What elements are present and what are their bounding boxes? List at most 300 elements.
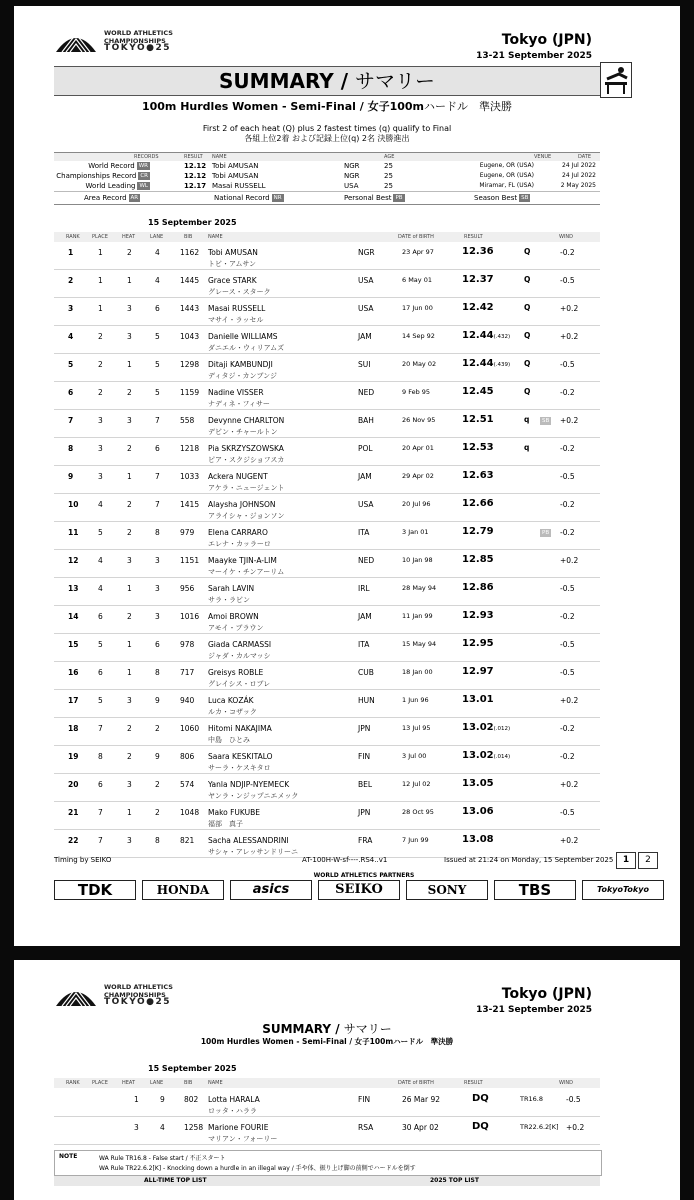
bib-cell: 1043 <box>180 332 200 341</box>
heat-cell: 2 <box>127 612 132 621</box>
athlete-kana: トビ・アムサン <box>208 260 257 268</box>
athlete-kana: ロッタ・ハララ <box>208 1107 257 1115</box>
dob-cell: 18 Jan 00 <box>402 668 433 676</box>
athlete-kana: ディタジ・カンブンジ <box>208 372 277 380</box>
result-cell: 12.93 <box>462 610 494 621</box>
table-row <box>54 270 600 298</box>
note-hurdle: WA Rule TR22.6.2[K] - Knocking down a hurdle in an illegal way / 手や体、振り上げ脚の前側でハードルを倒す <box>99 1165 416 1172</box>
heat-cell: 2 <box>127 388 132 397</box>
qualification-mark: q <box>524 415 530 424</box>
result-cell: 13.01 <box>462 694 494 705</box>
dob-cell: 6 May 01 <box>402 276 432 284</box>
result-cell: 12.45 <box>462 386 494 397</box>
partner-logo-asics: asics <box>230 880 312 900</box>
bib-cell: 1060 <box>180 724 200 733</box>
rank-cell: 10 <box>68 500 79 509</box>
nation-cell: JAM <box>358 472 372 481</box>
heat-cell: 2 <box>127 528 132 537</box>
qualification-mark: Q <box>524 359 531 368</box>
rank-cell: 14 <box>68 612 79 621</box>
record-age: 25 <box>384 182 393 190</box>
lane-cell: 3 <box>155 612 160 621</box>
bib-cell: 1033 <box>180 472 200 481</box>
athlete-name: Maayke TJIN-A-LIM <box>208 556 277 565</box>
wind-cell: +0.2 <box>560 556 579 565</box>
nation-cell: FRA <box>358 836 373 845</box>
page-1-button[interactable]: 1 <box>616 852 636 869</box>
bib-cell: 821 <box>180 836 195 845</box>
nation-cell: ITA <box>358 640 370 649</box>
record-date: 24 Jul 2022 <box>562 172 596 179</box>
issued-timestamp: Issued at 21:24 on Monday, 15 September 2025 <box>444 856 614 864</box>
dob-cell: 20 Jul 96 <box>402 500 431 508</box>
bib-cell: 574 <box>180 780 195 789</box>
wind-cell: -0.5 <box>560 668 575 677</box>
nation-cell: JAM <box>358 612 372 621</box>
bib-cell: 940 <box>180 696 195 705</box>
qualification-rule-jp: 各組上位2着 および記録上位(q) 2名 決勝進出 <box>244 134 410 143</box>
athlete-kana: ジャダ・カルマッシ <box>208 652 271 660</box>
athlete-name: Pia SKRZYSZOWSKA <box>208 444 284 453</box>
page-title-en: SUMMARY / <box>219 69 355 93</box>
record-legend-item: Personal Best PB <box>344 194 403 202</box>
lane-cell: 8 <box>155 836 160 845</box>
wind-cell: -0.5 <box>560 584 575 593</box>
venue-block <box>476 986 592 1015</box>
venue-dates: 13-21 September 2025 <box>476 51 592 61</box>
dob-cell: 3 Jan 01 <box>402 528 429 536</box>
wind-cell: -0.2 <box>560 612 575 621</box>
nation-cell: FIN <box>358 1095 371 1104</box>
table-row <box>54 354 600 382</box>
dob-cell: 29 Apr 02 <box>402 472 434 480</box>
wind-cell: -0.5 <box>560 276 575 285</box>
bib-cell: 1218 <box>180 444 200 453</box>
athlete-kana: マリアン・フォーリー <box>208 1135 278 1143</box>
records-table <box>54 152 600 205</box>
record-age: 25 <box>384 172 393 180</box>
athlete-name: Luca KOZÁK <box>208 696 254 705</box>
athlete-kana: ルカ・コザック <box>208 708 257 716</box>
bib-cell: 558 <box>180 416 195 425</box>
lane-cell: 4 <box>160 1123 165 1132</box>
table-row <box>54 746 600 774</box>
rank-cell: 18 <box>68 724 79 733</box>
athlete-kana: 福部 真子 <box>208 820 243 828</box>
athlete-name: Grace STARK <box>208 276 257 285</box>
nation-cell: SUI <box>358 360 371 369</box>
dob-cell: 1 Jun 96 <box>402 696 429 704</box>
athlete-kana: ピア・スクジショフスカ <box>208 456 285 464</box>
place-cell: 4 <box>98 556 103 565</box>
wind-cell: -0.5 <box>560 808 575 817</box>
qualification-mark: Q <box>524 387 531 396</box>
record-legend-badge: AR <box>130 195 139 201</box>
rank-cell: 19 <box>68 752 79 761</box>
lane-cell: 8 <box>155 668 160 677</box>
bib-cell: 1162 <box>180 248 200 257</box>
wind-cell: +0.2 <box>560 780 579 789</box>
heat-cell: 1 <box>127 276 132 285</box>
table-row <box>54 550 600 578</box>
record-row <box>54 171 600 181</box>
rank-cell: 13 <box>68 584 79 593</box>
lane-cell: 2 <box>155 808 160 817</box>
page-2-button[interactable]: 2 <box>638 852 658 869</box>
place-cell: 7 <box>98 724 103 733</box>
result-cell: 12.63 <box>462 470 494 481</box>
heat-cell: 3 <box>127 416 132 425</box>
bib-cell: 978 <box>180 640 195 649</box>
place-cell: 1 <box>98 248 103 257</box>
athlete-kana: サラ・ラビン <box>208 596 250 604</box>
result-cell: 12.79 <box>462 526 494 537</box>
nation-cell: FIN <box>358 752 371 761</box>
record-venue: Eugene, OR (USA) <box>479 162 534 169</box>
wind-cell: +0.2 <box>560 304 579 313</box>
bib-cell: 1048 <box>180 808 200 817</box>
table-row <box>54 242 600 270</box>
dob-cell: 15 May 94 <box>402 640 437 648</box>
rank-cell: 22 <box>68 836 79 845</box>
dob-cell: 30 Apr 02 <box>402 1123 439 1132</box>
records-legend <box>54 191 600 204</box>
lane-cell: 6 <box>155 640 160 649</box>
page-2-results-header: RANK PLACE HEAT LANE BIB NAME DATE of BIRTH RESULT WIND <box>54 1078 600 1088</box>
nation-cell: BAH <box>358 416 374 425</box>
record-holder: Tobi AMUSAN <box>212 162 259 170</box>
nation-cell: POL <box>358 444 373 453</box>
dob-cell: 7 Jun 99 <box>402 836 429 844</box>
place-cell: 3 <box>98 416 103 425</box>
dob-cell: 10 Jan 98 <box>402 556 433 564</box>
athlete-name: Masai RUSSELL <box>208 304 266 313</box>
table-row <box>54 1089 600 1117</box>
heat-cell: 3 <box>127 836 132 845</box>
logo-wordmark: WORLD ATHLETICS CHAMPIONSHIPS TOKYO●25 <box>104 29 173 53</box>
qualification-mark: Q <box>524 303 531 312</box>
record-nation: NGR <box>344 172 360 180</box>
note-false-start: WA Rule TR16.8 - False start / 不正スタート <box>99 1155 226 1162</box>
result-cell: 12.44(.432) <box>462 330 511 341</box>
heat-cell: 1 <box>127 584 132 593</box>
bib-cell: 806 <box>180 752 195 761</box>
athlete-name: Ditaji KAMBUNDJI <box>208 360 273 369</box>
rule-cell: TR22.6.2[K] <box>520 1123 559 1131</box>
nation-cell: USA <box>358 500 374 509</box>
nation-cell: NED <box>358 556 375 565</box>
dob-cell: 26 Nov 95 <box>402 416 436 424</box>
record-result: 12.12 <box>184 162 207 170</box>
rank-cell: 16 <box>68 668 79 677</box>
athlete-name: Lotta HARALA <box>208 1095 260 1104</box>
record-row <box>54 181 600 191</box>
bib-cell: 717 <box>180 668 195 677</box>
wind-cell: +0.2 <box>560 696 579 705</box>
record-legend-badge: PB <box>395 195 403 201</box>
athlete-kana: マーイケ・チンアーリム <box>208 568 285 576</box>
rank-cell: 3 <box>68 304 74 313</box>
table-row <box>54 634 600 662</box>
rank-cell: 12 <box>68 556 79 565</box>
dob-cell: 12 Jul 02 <box>402 780 431 788</box>
result-cell: 12.36 <box>462 246 494 257</box>
record-legend-badge: NR <box>273 195 282 201</box>
athlete-name: Nadine VISSER <box>208 388 264 397</box>
table-row <box>54 606 600 634</box>
record-legend-item: National Record NR <box>214 194 282 202</box>
table-row <box>54 466 600 494</box>
rank-cell: 7 <box>68 416 74 425</box>
lane-cell: 3 <box>155 584 160 593</box>
rank-cell: 6 <box>68 388 74 397</box>
performance-badge: SB <box>542 418 550 424</box>
lane-cell: 5 <box>155 388 160 397</box>
athlete-kana: グレース・スターク <box>208 288 271 296</box>
heat-cell: 3 <box>127 696 132 705</box>
record-venue: Miramar, FL (USA) <box>479 182 534 189</box>
dob-cell: 28 Oct 95 <box>402 808 434 816</box>
championships-logo-icon <box>54 26 98 56</box>
rank-cell: 11 <box>68 528 79 537</box>
bib-cell: 956 <box>180 584 195 593</box>
athlete-kana: グレイシス・ロブレ <box>208 680 271 688</box>
dob-cell: 17 Jun 00 <box>402 304 433 312</box>
bib-cell: 1151 <box>180 556 200 565</box>
rank-cell: 4 <box>68 332 74 341</box>
athlete-kana: デビン・チャールトン <box>208 428 278 436</box>
partner-logo-seiko: SEIKO <box>318 880 400 900</box>
wind-cell: -0.5 <box>566 1095 581 1104</box>
record-venue: Eugene, OR (USA) <box>479 172 534 179</box>
athlete-kana: サーラ・ケスキタロ <box>208 764 271 772</box>
record-result: 12.12 <box>184 172 207 180</box>
nation-cell: BEL <box>358 780 373 789</box>
dob-cell: 3 Jul 00 <box>402 752 427 760</box>
place-cell: 3 <box>98 444 103 453</box>
heat-cell: 2 <box>127 752 132 761</box>
venue-city: Tokyo (JPN) <box>501 986 592 1002</box>
bib-cell: 1415 <box>180 500 200 509</box>
table-row <box>54 382 600 410</box>
session-date: 15 September 2025 <box>148 218 237 227</box>
logo-wordmark: WORLD ATHLETICS CHAMPIONSHIPS TOKYO●25 <box>104 983 173 1007</box>
page-2-session-date: 15 September 2025 <box>148 1064 237 1073</box>
athlete-name: Ackera NUGENT <box>208 472 268 481</box>
result-cell: 12.51 <box>462 414 494 425</box>
nation-cell: CUB <box>358 668 374 677</box>
athlete-kana: アモイ・ブラウン <box>208 624 264 632</box>
rank-cell: 8 <box>68 444 74 453</box>
bib-cell: 1016 <box>180 612 200 621</box>
athlete-kana: ナディネ・フィサー <box>208 400 270 408</box>
table-row <box>54 494 600 522</box>
athlete-kana: ヤンラ・ンジップニエメック <box>208 792 299 800</box>
heat-cell: 3 <box>127 780 132 789</box>
record-legend-item: Season Best SB <box>474 194 529 202</box>
athlete-name: Devynne CHARLTON <box>208 416 285 425</box>
result-cell: 12.37 <box>462 274 494 285</box>
result-tiebreak: (.014) <box>493 754 511 760</box>
place-cell: 6 <box>98 668 103 677</box>
wind-cell: -0.5 <box>560 472 575 481</box>
heat-cell: 3 <box>127 304 132 313</box>
dob-cell: 28 May 94 <box>402 584 437 592</box>
nation-cell: JPN <box>358 808 371 817</box>
record-date: 2 May 2025 <box>560 182 596 189</box>
place-cell: 7 <box>98 836 103 845</box>
lane-cell: 4 <box>155 276 160 285</box>
wind-cell: -0.2 <box>560 248 575 257</box>
qualification-rule-en: First 2 of each heat (Q) plus 2 fastest times (q) qualify to Final <box>202 124 452 133</box>
rank-cell: 2 <box>68 276 74 285</box>
result-cell: 13.08 <box>462 834 494 845</box>
result-cell: 12.85 <box>462 554 494 565</box>
hurdle-event-icon <box>600 62 632 98</box>
lane-cell: 2 <box>155 780 160 789</box>
dob-cell: 20 May 02 <box>402 360 437 368</box>
bib-cell: 979 <box>180 528 195 537</box>
dob-cell: 20 Apr 01 <box>402 444 434 452</box>
partner-logo-sony: SONY <box>406 880 488 900</box>
wind-cell: +0.2 <box>560 416 579 425</box>
athlete-name: Danielle WILLIAMS <box>208 332 278 341</box>
lane-cell: 6 <box>155 444 160 453</box>
athlete-kana: サシャ・アレッサンドリーニ <box>208 848 299 856</box>
record-holder: Masai RUSSELL <box>212 182 266 190</box>
table-row <box>54 438 600 466</box>
heat-cell: 1 <box>134 1095 139 1104</box>
nation-cell: NGR <box>358 248 375 257</box>
athlete-name: Greisys ROBLE <box>208 668 264 677</box>
timing-credit: Timing by SEIKO <box>54 856 112 864</box>
nation-cell: USA <box>358 304 374 313</box>
lane-cell: 6 <box>155 304 160 313</box>
heat-cell: 3 <box>134 1123 139 1132</box>
result-cell: 12.42 <box>462 302 494 313</box>
record-nation: USA <box>344 182 359 190</box>
place-cell: 4 <box>98 584 103 593</box>
heat-cell: 3 <box>127 332 132 341</box>
qualification-mark: q <box>524 443 530 452</box>
athlete-name: Elena CARRARO <box>208 528 268 537</box>
heat-cell: 1 <box>127 640 132 649</box>
partner-logo-tokyotokyo: TokyoTokyo <box>582 880 664 900</box>
heat-cell: 2 <box>127 444 132 453</box>
athlete-kana: 中島 ひとみ <box>208 736 250 744</box>
athlete-kana: アケラ・ニュージェント <box>208 484 285 492</box>
place-cell: 7 <box>98 808 103 817</box>
championships-logo <box>54 26 214 66</box>
dob-cell: 9 Feb 95 <box>402 388 431 396</box>
partners-strip <box>54 880 662 902</box>
table-row <box>54 662 600 690</box>
athlete-name: Mako FUKUBE <box>208 808 261 817</box>
bib-cell: 1443 <box>180 304 200 313</box>
nation-cell: NED <box>358 388 375 397</box>
place-cell: 2 <box>98 360 103 369</box>
record-nation: NGR <box>344 162 360 170</box>
page-2-results-table <box>54 1089 600 1145</box>
partner-logo-tdk: TDK <box>54 880 136 900</box>
wind-cell: +0.2 <box>560 332 579 341</box>
wind-cell: -0.2 <box>560 724 575 733</box>
venue-city: Tokyo (JPN) <box>501 32 592 48</box>
lane-cell: 7 <box>155 500 160 509</box>
partners-label: WORLD ATHLETICS PARTNERS <box>313 872 415 879</box>
dob-cell: 11 Jan 99 <box>402 612 433 620</box>
wind-cell: -0.2 <box>560 500 575 509</box>
rule-cell: TR16.8 <box>520 1095 543 1103</box>
wind-cell: -0.2 <box>560 752 575 761</box>
lane-cell: 7 <box>155 416 160 425</box>
record-holder: Tobi AMUSAN <box>212 172 259 180</box>
partner-logo-tbs: TBS <box>494 880 576 900</box>
table-row <box>54 326 600 354</box>
bib-cell: 802 <box>184 1095 199 1104</box>
table-row <box>54 802 600 830</box>
heat-cell: 2 <box>127 500 132 509</box>
nation-cell: HUN <box>358 696 375 705</box>
place-cell: 5 <box>98 640 103 649</box>
page-title <box>54 66 600 96</box>
nation-cell: JAM <box>358 332 372 341</box>
place-cell: 6 <box>98 612 103 621</box>
result-cell: 12.66 <box>462 498 494 509</box>
table-row <box>54 718 600 746</box>
table-row <box>54 522 600 550</box>
lane-cell: 7 <box>155 472 160 481</box>
rank-cell: 17 <box>68 696 79 705</box>
result-cell: 12.97 <box>462 666 494 677</box>
nation-cell: JPN <box>358 724 371 733</box>
record-label: Championships Record CR <box>56 172 148 180</box>
result-tiebreak: (.012) <box>493 726 511 732</box>
wind-cell: +0.2 <box>566 1123 585 1132</box>
qualification-mark: Q <box>524 275 531 284</box>
championships-logo <box>54 980 214 1020</box>
table-row <box>54 1117 600 1145</box>
athlete-kana: アライシャ・ジョンソン <box>208 512 285 520</box>
result-cell: 13.02(.014) <box>462 750 511 761</box>
lane-cell: 8 <box>155 528 160 537</box>
result-tiebreak: (.439) <box>493 362 511 368</box>
nation-cell: RSA <box>358 1123 374 1132</box>
document-code: AT-100H-W-sf----.RS4..v1 <box>302 856 388 864</box>
place-cell: 2 <box>98 388 103 397</box>
athlete-name: Giada CARMASSI <box>208 640 272 649</box>
record-label: World Record WR <box>88 162 148 170</box>
result-tiebreak: (.432) <box>493 334 511 340</box>
rank-cell: 5 <box>68 360 74 369</box>
result-cell: 12.53 <box>462 442 494 453</box>
place-cell: 1 <box>98 276 103 285</box>
record-result: 12.17 <box>184 182 207 190</box>
athlete-name: Saara KESKITALO <box>208 752 273 761</box>
event-subtitle: 100m Hurdles Women - Semi-Final / 女子100mハードル 準決勝 <box>141 100 513 113</box>
place-cell: 3 <box>98 472 103 481</box>
lane-cell: 5 <box>155 332 160 341</box>
athlete-kana: エレナ・カッラーロ <box>208 540 271 548</box>
athlete-kana: ダニエル・ウィリアムズ <box>208 344 285 352</box>
result-cell: 13.02(.012) <box>462 722 511 733</box>
rank-cell: 15 <box>68 640 79 649</box>
dob-cell: 26 Mar 92 <box>402 1095 441 1104</box>
qualification-mark: Q <box>524 247 531 256</box>
place-cell: 2 <box>98 332 103 341</box>
results-page-1 <box>14 6 680 946</box>
result-cell: 13.06 <box>462 806 494 817</box>
